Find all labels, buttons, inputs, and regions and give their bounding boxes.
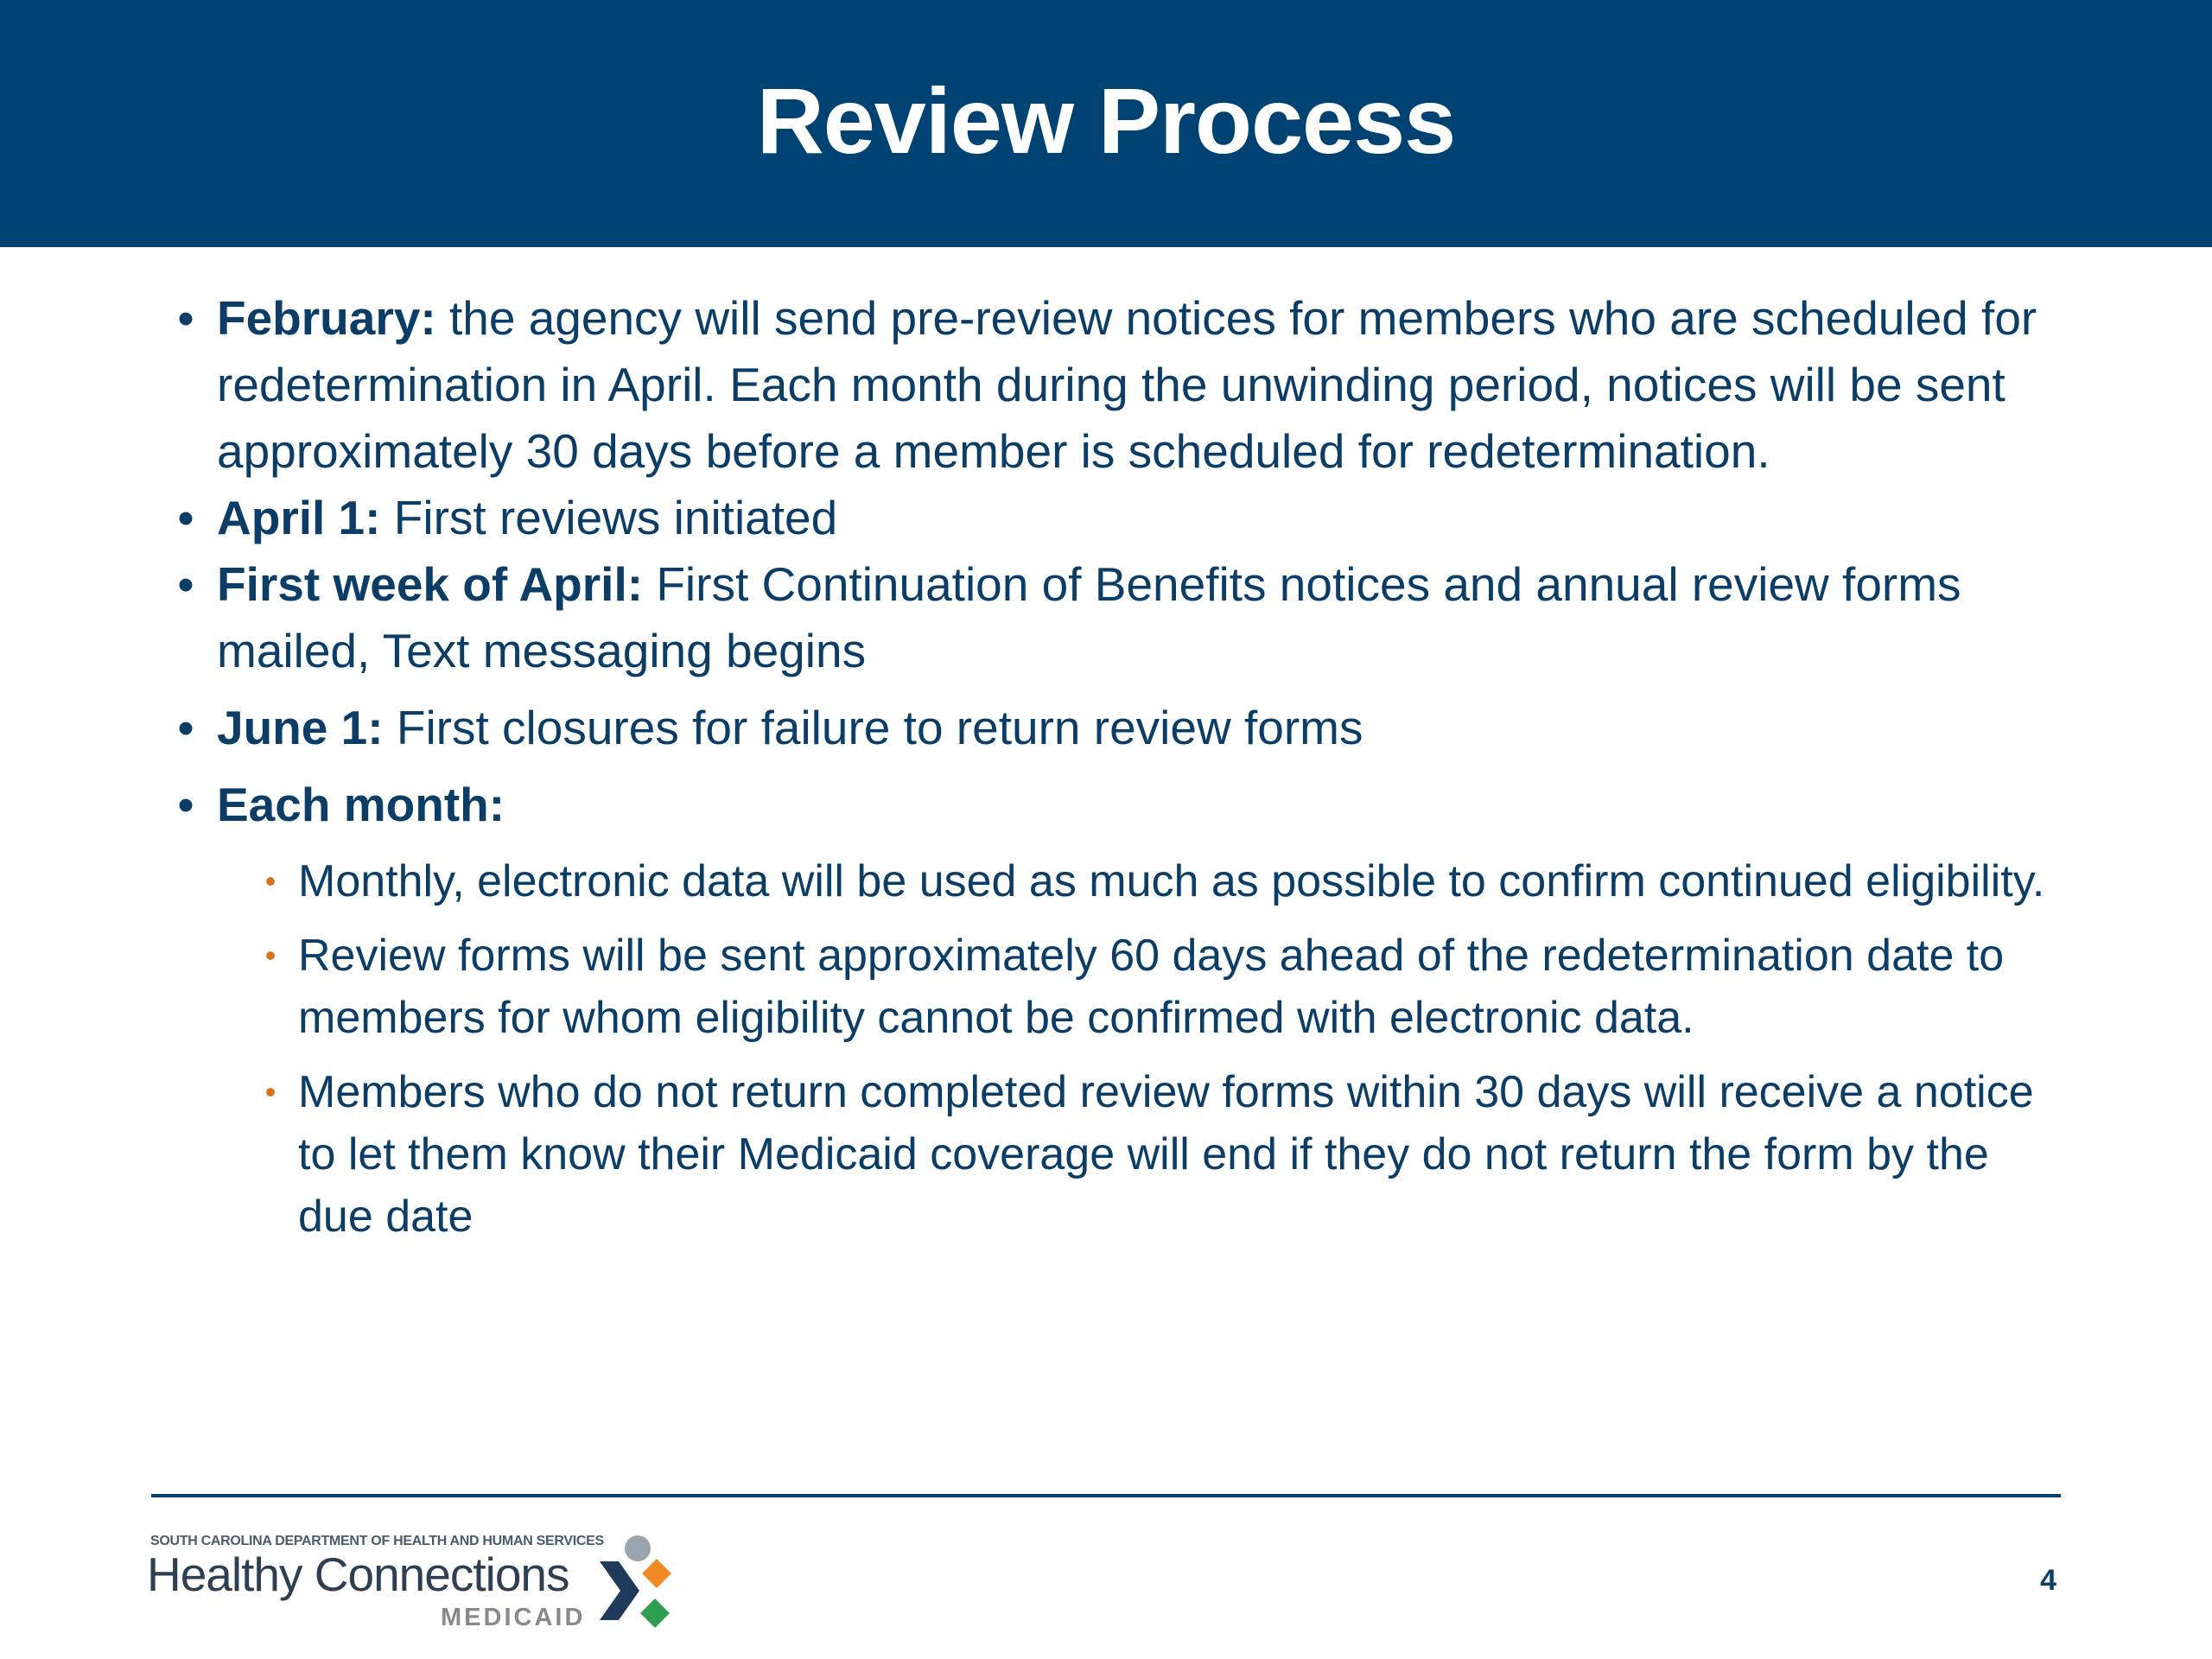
logo-brand-text: Healthy Connections — [147, 1548, 569, 1601]
sub-bullet-text: Monthly, electronic data will be used as much as possible to confirm continued eligibility. — [298, 856, 2045, 906]
sub-bullet-text: Review forms will be sent approximately 60 days ahead of the redetermination date to members for whom eligibility cannot be confirmed with electronic data. — [298, 931, 2005, 1043]
bullet-dot-icon: • — [177, 491, 194, 544]
bullet-dot-icon: • — [177, 778, 194, 831]
sub-bullet-monthly-data — [259, 850, 2069, 912]
bullet-text: First reviews initiated — [380, 491, 838, 544]
title-bar — [0, 0, 2212, 247]
sub-bullet-non-return — [259, 1061, 2069, 1248]
healthy-connections-logo — [147, 1525, 700, 1637]
bullet-first-week-april — [168, 551, 2069, 684]
bullet-april-1 — [168, 485, 2069, 551]
bullet-term: April 1: — [217, 491, 381, 544]
slide-title: Review Process — [756, 68, 1456, 173]
bullet-each-month — [168, 772, 2069, 838]
logo-agency-text: SOUTH CAROLINA DEPARTMENT OF HEALTH AND HUMAN SERVICES — [150, 1534, 604, 1548]
sub-bullet-dot-icon: • — [264, 863, 276, 899]
sub-bullet-review-forms — [259, 925, 2069, 1049]
footer-divider — [151, 1494, 2061, 1497]
logo-mark-icon — [596, 1534, 683, 1637]
sub-bullet-dot-icon: • — [264, 1074, 276, 1109]
bullet-term: Each month: — [217, 778, 505, 831]
page-number: 4 — [2040, 1564, 2056, 1597]
bullet-term: First week of April: — [217, 557, 644, 611]
slide-body — [168, 285, 2069, 1248]
sub-bullet-dot-icon: • — [264, 938, 276, 973]
bullet-february — [168, 285, 2069, 485]
bullet-text: First closures for failure to return review forms — [383, 701, 1363, 754]
bullet-text: First Continuation of Benefits notices and annual review forms mailed, Text messaging begins — [217, 557, 1961, 677]
sub-bullet-text: Members who do not return completed review forms within 30 days will receive a notice to let them know their Medicaid coverage will end if they do not return the form by the due date — [298, 1067, 2034, 1242]
bullet-term: February: — [217, 291, 436, 345]
bullet-term: June 1: — [217, 701, 384, 754]
bullet-dot-icon: • — [177, 291, 194, 345]
bullet-text: the agency will send pre-review notices for members who are scheduled for redetermination in April. Each month during the unwinding period, notices will be sent approximately 30 days before a member is scheduled for redetermination. — [217, 291, 2037, 478]
bullet-dot-icon: • — [177, 701, 194, 754]
logo-program-text: MEDICAID — [441, 1604, 586, 1631]
bullet-june-1 — [168, 695, 2069, 761]
bullet-dot-icon: • — [177, 557, 194, 611]
